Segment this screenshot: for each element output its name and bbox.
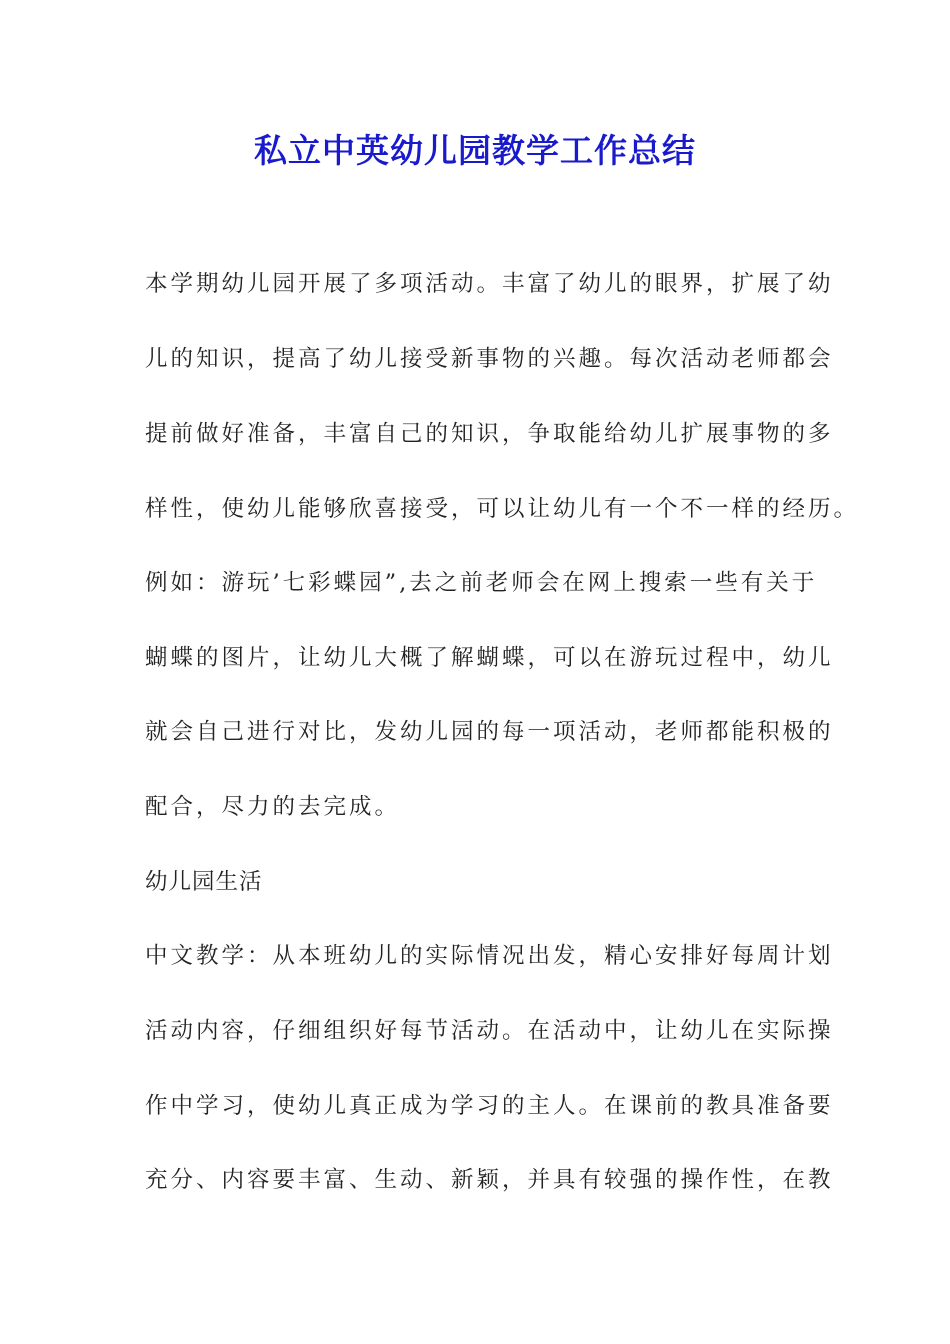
body-line: 配合，尽力的去完成。 (145, 794, 401, 820)
body-line: 本学期幼儿园开展了多项活动。丰富了幼儿的眼界，扩展了幼 (145, 271, 834, 297)
body-line: 充分、内容要丰富、生动、新颖，并具有较强的操作性，在教 (145, 1167, 834, 1193)
body-line: 儿的知识，提高了幼儿接受新事物的兴趣。每次活动老师都会 (145, 346, 834, 372)
body-line: 活动内容，仔细组织好每节活动。在活动中，让幼儿在实际操 (145, 1018, 834, 1044)
body-line: 样性，使幼儿能够欣喜接受，可以让幼儿有一个不一样的经历。 (145, 496, 860, 522)
section-heading: 幼儿园生活 (145, 869, 263, 895)
document-title: 私立中英幼儿园教学工作总结 (254, 131, 696, 170)
body-line: 提前做好准备，丰富自己的知识，争取能给幼儿扩展事物的多 (145, 421, 834, 447)
body-line: 例如：游玩’七彩蝶园”,去之前老师会在网上搜索一些有关于 (145, 570, 818, 596)
body-line: 作中学习，使幼儿真正成为学习的主人。在课前的教具准备要 (145, 1093, 834, 1119)
body-line: 中文教学：从本班幼儿的实际情况出发，精心安排好每周计划 (145, 943, 834, 969)
body-line: 蝴蝶的图片，让幼儿大概了解蝴蝶，可以在游玩过程中，幼儿 (145, 645, 834, 671)
body-line: 就会自己进行对比，发幼儿园的每一项活动，老师都能积极的 (145, 719, 834, 745)
